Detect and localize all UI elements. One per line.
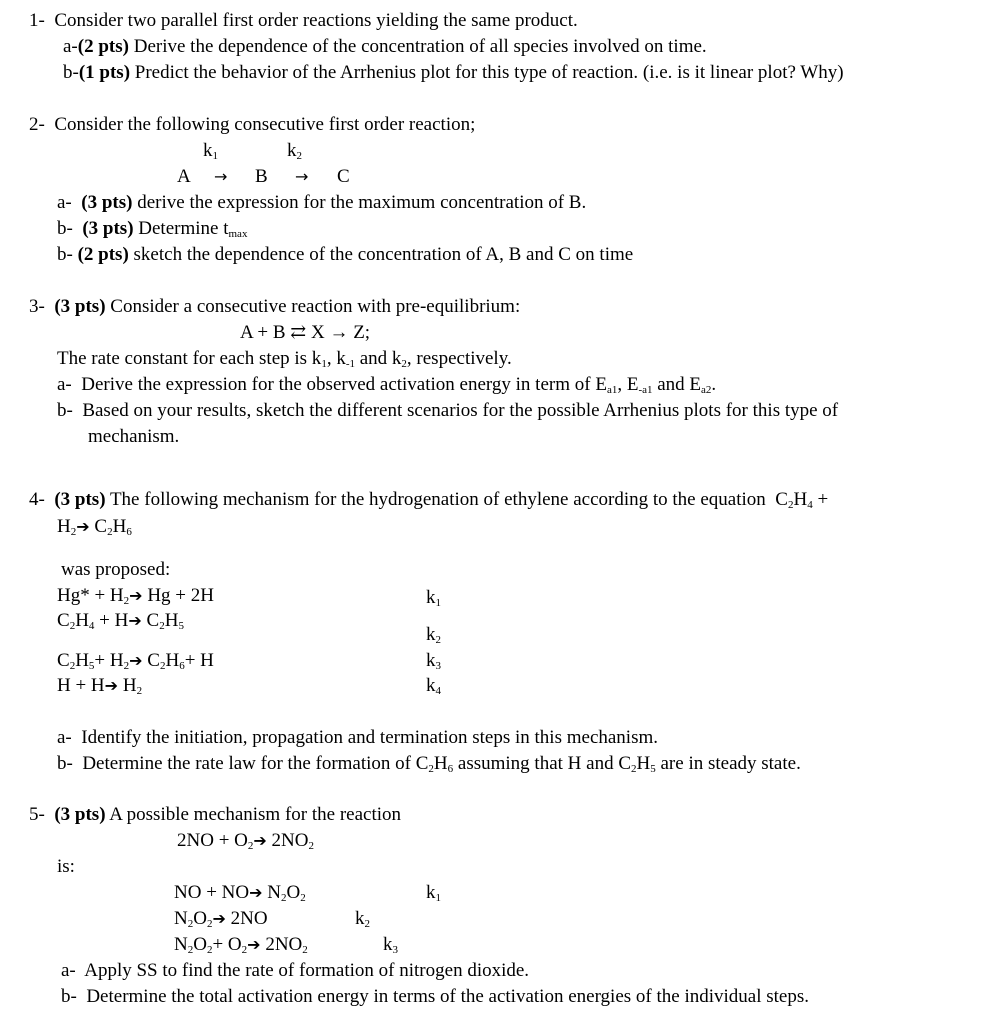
q4-points: (3 pts) [54,489,106,510]
q4a-text: Identify the initiation, propagation and termination steps in this mechanism. [81,727,659,748]
q1a-points: (2 pts) [77,36,129,57]
q2b-text: Determine t [138,218,229,239]
q4-proposed: was proposed: [61,559,171,580]
q4-equation-start: $C_2H_4$ + [775,489,829,511]
q2-arrow-1: → [214,167,228,186]
q5-k3: $k_3$ [383,934,398,956]
q4-k2: $k_2$ [426,624,441,646]
q4-k1: $k_1$ [426,587,441,609]
q5-k2: $k_2$ [355,908,370,930]
q4-k4: $k_4$ [426,675,441,697]
q5b-text: Determine the total activation energy in terms of the activation energies of the individual steps. [86,986,809,1007]
q1b-label: b- [63,62,79,83]
q4b-label: b- [57,753,73,774]
q1a-text: Derive the dependence of the concentration of all species involved on time. [133,36,707,57]
q3-stem-text: Consider a consecutive reaction with pre-equilibrium: [110,296,521,317]
q2-stem-text: Consider the following consecutive first order reaction; [54,114,476,135]
q5-step-3: $N_2O_2+$ $O_2➔$ $2NO_2$ [174,934,308,956]
q3b-label: b- [57,400,73,421]
q3-rate-constants: The rate constant for each step is $k_1$, $k_{-1}$ and $k_2$, respectively. [57,348,512,370]
q2-arrow-2: → [295,167,309,186]
q3-stem [29,297,520,316]
q4a-label: a- [57,727,72,748]
q2c-text: sketch the dependence of the concentration of A, B and C on time [133,244,634,265]
q5b-label: b- [61,986,77,1007]
q5-number: 5- [29,804,45,825]
q4-number: 4- [29,489,45,510]
q2-stem [29,115,475,134]
q4-step-1: $Hg* + H_2➔$ Hg + 2H [57,585,214,607]
q2-species-a: A [177,166,191,187]
q1-part-b [63,63,844,82]
q5-stem [29,805,401,824]
q4-stem [29,490,828,509]
q4-step-3: $C_2H_5+$ $H_2➔$ $C_2H_6+ H$ [57,650,214,672]
q4-k3: $k_3$ [426,650,441,672]
q3-part-b-cont: mechanism. [88,426,180,447]
q2a-points: (3 pts) [81,192,133,213]
q1-stem-text: Consider two parallel first order reactions yielding the same product. [54,10,578,31]
q4-step-4: H + H➔ $H_2$ [57,675,143,697]
q4-step-2: $C_2H_4$ + H➔ $C_2H_5$ [57,610,184,632]
q3b-text: Based on your results, sketch the different scenarios for the possible Arrhenius plots for this type of [82,400,839,421]
q1b-points: (1 pts) [78,62,131,83]
q1a-label: a- [63,36,78,57]
q5a-label: a- [61,960,76,981]
q2-species-c: C [337,166,350,187]
q5-part-a [61,961,529,980]
q2a-text: derive the expression for the maximum concentration of B. [137,192,587,213]
q3a-label: a- [57,374,72,395]
q1b-text: Predict the behavior of the Arrhenius plot for this type of reaction. (i.e. is it linear plot? Why) [134,62,844,83]
q5-points: (3 pts) [54,804,106,825]
q2-part-c [57,245,633,264]
q2b-points: (3 pts) [82,218,134,239]
q2-k1-label: $k_1$ [203,140,218,162]
q2-species-b: B [255,166,268,187]
q5-step-1: NO + NO➔ $N_2O_2$ [174,882,306,904]
q2-k2-label: $k_2$ [287,140,302,162]
q4-stem-text: The following mechanism for the hydrogenation of ethylene according to the equation [109,489,766,510]
q5-step-2: $N_2O_2➔$ 2NO [174,908,268,930]
q5-stem-text: A possible mechanism for the reaction [109,804,402,825]
q5a-text: Apply SS to find the rate of formation of nitrogen dioxide. [84,960,530,981]
q3-part-b [57,401,838,420]
q1-part-a [63,37,707,56]
q1-stem [29,11,578,30]
q5-part-b [61,987,809,1006]
q5-overall-reaction: $2NO + O_2➔$ $2NO_2$ [177,830,314,852]
q3-points: (3 pts) [54,296,106,317]
q2c-label: b- [57,244,73,265]
q2b-subscript: max [228,228,248,240]
q1-number: 1- [29,10,45,31]
q2-part-b [57,219,247,238]
q2a-label: a- [57,192,72,213]
q2-number: 2- [29,114,45,135]
q2-part-a [57,193,586,212]
q4-equation-end: $H_2➔$ $C_2H_6$ [57,516,132,538]
q3-number: 3- [29,296,45,317]
q3-part-a: a- Derive the expression for the observed activation energy in term of $E_{a1}$, $E_{-a1}$ and $E_{a2}$. [57,374,717,396]
q5-is: is: [57,856,75,877]
q4-part-b: b- Determine the rate law for the formation of $C_2H_6$ assuming that H and $C_2H_5$ are in steady state. [57,753,801,775]
q5-k1: $k_1$ [426,882,441,904]
q3-equation: A + B ⇄ X → Z; [240,322,371,343]
q2c-points: (2 pts) [77,244,129,265]
q4-part-a [57,728,658,747]
q2b-label: b- [57,218,73,239]
